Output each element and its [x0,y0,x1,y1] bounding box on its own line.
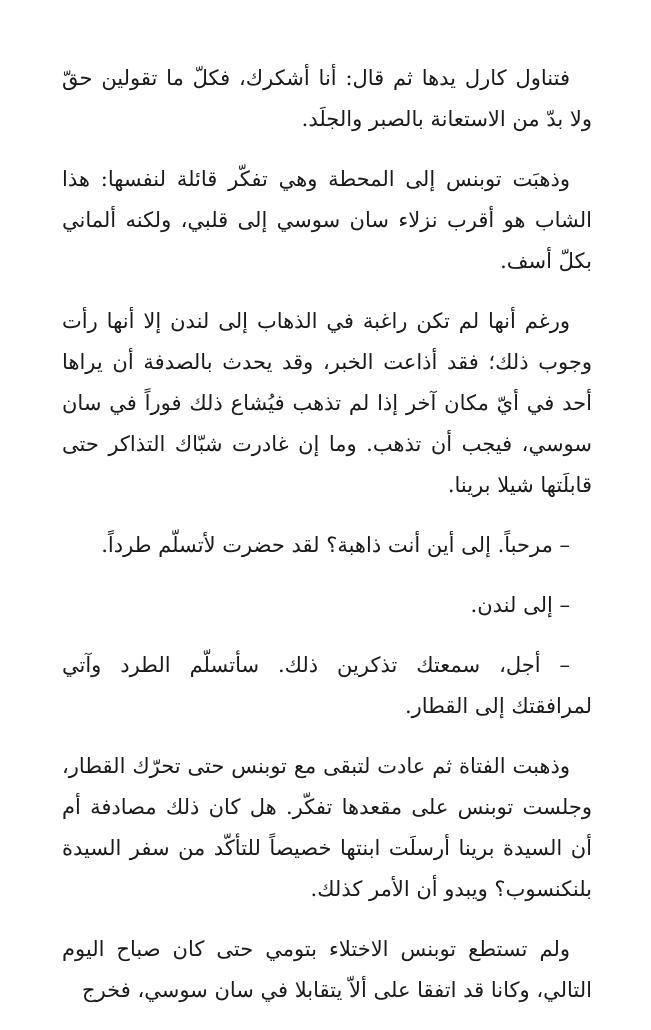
paragraph-2: وذهبَت توبنس إلى المحطة وهي تفكّر قائلة لنفسها: هذا الشاب هو أقرب نزلاء سان سوسي إلى قلبي، ولكنه ألماني بكلّ أسف. [62,167,592,273]
dialog-line-3: – أجل، سمعتك تذكرين ذلك. سأتسلّم الطرد وآتي لمرافقتك إلى القطار. [62,653,592,718]
dialog-line-2: – إلى لندن. [470,593,570,617]
book-page [62,58,592,1030]
paragraph-5: ولم تستطع توبنس الاختلاء بتومي حتى كان صباح اليوم التالي، وكانا قد اتفقا على ألاّ يتقابلا في سان سوسي، فخرج [62,937,592,1002]
paragraph-3: ورغم أنها لم تكن راغبة في الذهاب إلى لندن إلا أنها رأت وجوب ذلك؛ فقد أذاعت الخبر، وقد يحدث بالصدفة أن يراها أحد في أيّ مكان آخر إذا لم تذهب فيُشاع ذلك فوراً في سان سوسي، فيجب أن تذهب. وما إن غادرت شبّاك التذاكر حتى قابلَتها شيلا برينا. [62,309,592,497]
paragraph-4: وذهبت الفتاة ثم عادت لتبقى مع توبنس حتى تحرّك القطار، وجلست توبنس على مقعدها تفكّر. هل كان ذلك مصادفة أم أن السيدة برينا أرسلَت ابنتها خصيصاً للتأكّد من سفر السيدة بلنكنسوب؟ ويبدو أن الأمر كذلك. [62,754,592,901]
paragraph-1: فتناول كارل يدها ثم قال: أنا أشكرك، فكلّ ما تقولين حقّ ولا بدّ من الاستعانة بالصبر والجلَد. [62,66,592,131]
dialog-line-1: – مرحباً. إلى أين أنت ذاهبة؟ لقد حضرت لأتسلّم طرداً. [101,533,570,557]
